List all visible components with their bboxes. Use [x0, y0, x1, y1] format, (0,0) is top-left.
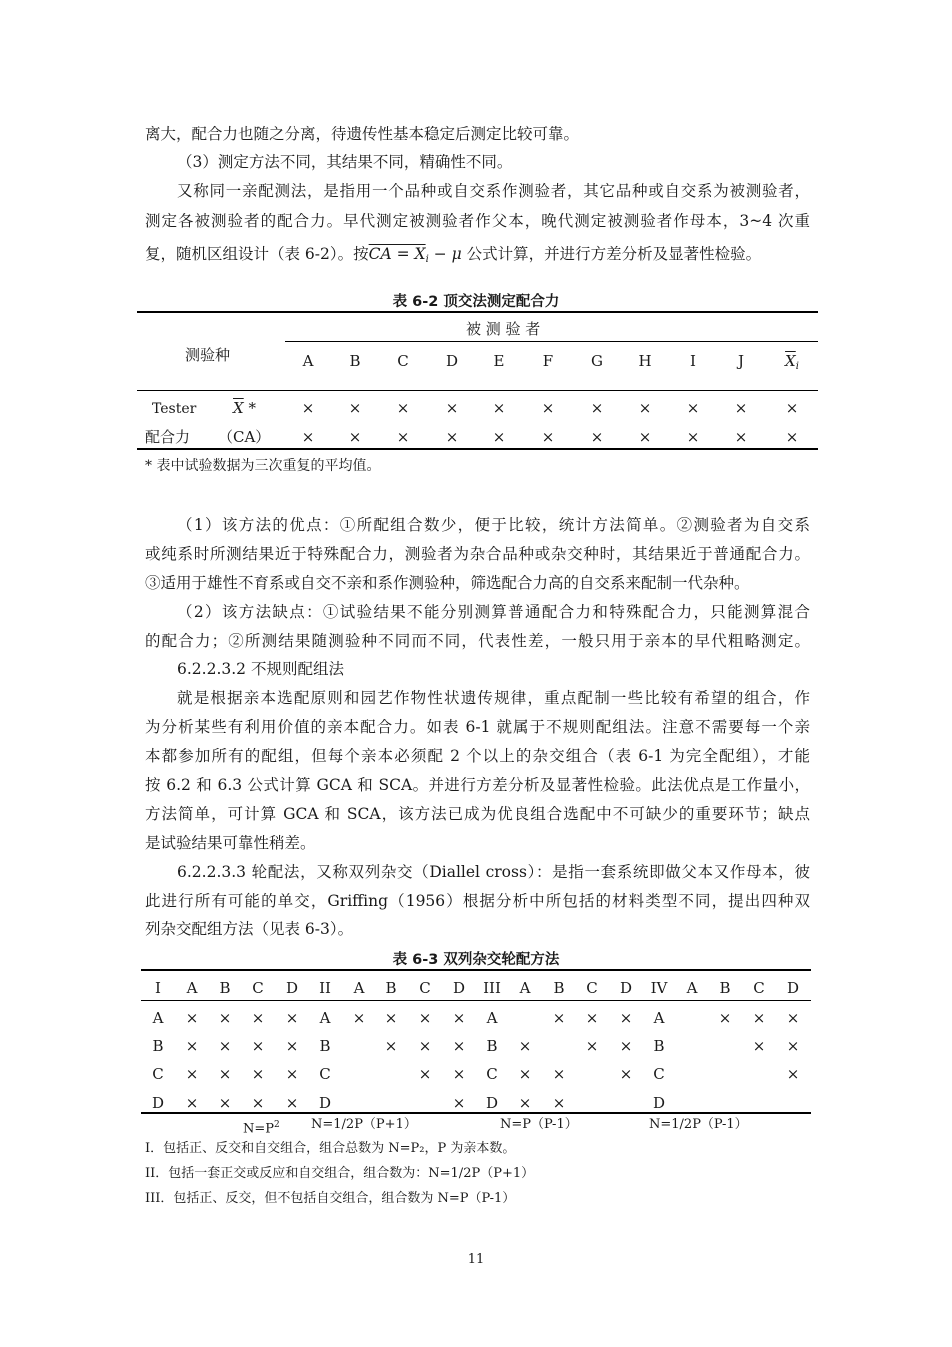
column-header: A — [519, 979, 531, 997]
text-segment: 复，随机区组设计（表 6-2）。按 — [145, 245, 369, 263]
table-cell: × — [785, 399, 799, 417]
table-cell: × — [418, 1065, 432, 1083]
column-header: B — [385, 979, 397, 997]
table-cell: × — [396, 399, 410, 417]
table-caption: 表 6-2 顶交法测定配合力 — [392, 294, 560, 310]
table-cell: × — [585, 1037, 599, 1055]
column-header: A — [186, 979, 198, 997]
column-header: C — [586, 979, 598, 997]
table-cell: × — [452, 1037, 466, 1055]
column-header: I — [155, 979, 161, 997]
table-cell: B — [319, 1037, 331, 1055]
text-line: 测定各被测验者的配合力。早代测定被测验者作父本，晚代测定被测验者作母本，3~4 次重 — [145, 212, 810, 230]
table-cell: × — [301, 428, 315, 446]
column-header: F — [542, 352, 554, 370]
formula-label — [243, 1115, 280, 1139]
table-cell: × — [251, 1065, 265, 1083]
formula-mu: − μ — [428, 245, 462, 263]
table-cell: × — [445, 399, 459, 417]
text-line: 是试验结果可靠性稍差。 — [145, 834, 316, 852]
table-cell: B — [653, 1037, 665, 1055]
column-header: A — [686, 979, 698, 997]
table-cell: × — [590, 428, 604, 446]
column-header: II — [319, 979, 331, 997]
formula-label: N=P（P-1） — [500, 1117, 578, 1132]
mean-column-header — [777, 351, 807, 377]
table-note: II．包括一套正交或反应和自交组合，组合数为：N=1/2P（P+1） — [145, 1166, 535, 1181]
table-cell: × — [452, 1065, 466, 1083]
table-cell: × — [352, 1009, 366, 1027]
text-line: 为分析某些有利用价值的亲本配合力。如表 6-1 就属于不规则配组法。注意不需要每一个亲 — [145, 718, 810, 736]
table-cell: × — [518, 1094, 532, 1112]
table-cell: × — [285, 1037, 299, 1055]
column-header: D — [619, 979, 633, 997]
table-cell: × — [285, 1094, 299, 1112]
table-cell: A — [152, 1009, 164, 1027]
table-cell: B — [152, 1037, 164, 1055]
table-cell: A — [653, 1009, 665, 1027]
column-header: B — [219, 979, 231, 997]
table-cell: D — [151, 1094, 165, 1112]
table-cell: × — [734, 428, 748, 446]
column-header: D — [285, 979, 299, 997]
table-cell: A — [486, 1009, 498, 1027]
column-header: A — [353, 979, 365, 997]
table-cell: × — [251, 1037, 265, 1055]
text-line: 方法简单，可计算 GCA 和 SCA，该方法已成为优良组合选配中不可缺少的重要环节；缺点 — [145, 805, 810, 823]
formula-main: CA = X — [368, 245, 426, 263]
table-cell: × — [752, 1009, 766, 1027]
table-cell: × — [218, 1065, 232, 1083]
table-cell: × — [786, 1037, 800, 1055]
table-cell: D — [318, 1094, 332, 1112]
column-header: J — [737, 352, 744, 370]
table-cell: × — [752, 1037, 766, 1055]
table-cell: A — [319, 1009, 331, 1027]
table-cell: × — [734, 399, 748, 417]
table-rule — [141, 969, 811, 971]
table-note: I．包括正、反交和自交组合，组合总数为 N=P₂，P 为亲本数。 — [145, 1141, 516, 1156]
formula — [369, 245, 462, 263]
text-line: 就是根据亲本选配原则和园艺作物性状遗传规律，重点配制一些比较有希望的组合，作 — [177, 689, 810, 707]
table-cell: × — [541, 428, 555, 446]
table-cell: × — [218, 1037, 232, 1055]
row-header: 测验种 — [185, 346, 231, 364]
table-rule — [141, 1000, 811, 1001]
text-line: （3）测定方法不同，其结果不同，精确性不同。 — [177, 153, 513, 171]
table-cell: × — [396, 428, 410, 446]
text-line: 本都参加所有的配组，但每个亲本必须配 2 个以上的杂交组合（表 6-1 为完全配组），才能 — [145, 747, 810, 765]
table-cell: × — [619, 1009, 633, 1027]
table-cell: × — [384, 1037, 398, 1055]
mean-symbol: $\overline{X}$ — [785, 352, 796, 370]
text-line: （2）该方法缺点：①试验结果不能分别测算普通配合力和特殊配合力，只能测算混合 — [177, 603, 810, 621]
text-line: 的配合力；②所测结果随测验种不同而不同，代表性差，一般只用于亲本的早代粗略测定。 — [145, 632, 810, 650]
table-cell: C — [319, 1065, 331, 1083]
column-header: E — [493, 352, 505, 370]
table-cell: × — [552, 1094, 566, 1112]
table-cell: × — [445, 428, 459, 446]
table-cell: × — [348, 428, 362, 446]
table-rule — [285, 341, 818, 342]
text-segment: 公式计算，并进行方差分析及显著性检验。 — [461, 245, 762, 263]
page-number: 11 — [467, 1252, 485, 1267]
table-cell: × — [590, 399, 604, 417]
table-cell: × — [518, 1065, 532, 1083]
table-cell: × — [718, 1009, 732, 1027]
table-cell: × — [638, 399, 652, 417]
table-cell: × — [452, 1094, 466, 1112]
formula-label: N=1/2P（P-1） — [649, 1117, 748, 1132]
text-line: 又称同一亲配测法，是指用一个品种或自交系作测验者，其它品种或自交系为被测验者， — [177, 182, 810, 200]
column-header: G — [591, 352, 603, 370]
table-rule — [137, 311, 818, 313]
table-cell: × — [285, 1065, 299, 1083]
column-header: C — [397, 352, 409, 370]
table-cell: C — [486, 1065, 498, 1083]
column-header: IV — [650, 979, 668, 997]
table-cell: × — [541, 399, 555, 417]
table-cell: × — [619, 1065, 633, 1083]
table-cell: × — [218, 1009, 232, 1027]
table-cell: × — [686, 399, 700, 417]
formula-text: N=P — [243, 1121, 275, 1137]
table-cell: × — [518, 1037, 532, 1055]
table-cell: × — [285, 1009, 299, 1027]
table-cell: × — [786, 1065, 800, 1083]
column-header: III — [483, 979, 501, 997]
table-cell: B — [486, 1037, 498, 1055]
table-footnote: * 表中试验数据为三次重复的平均值。 — [145, 458, 381, 474]
table-cell: × — [185, 1009, 199, 1027]
table-rule — [137, 448, 818, 450]
table-cell: × — [418, 1009, 432, 1027]
text-line: 6.2.2.3.3 轮配法，又称双列杂交（Diallel cross）：是指一套系统即做父本又作母本，彼 — [177, 863, 810, 881]
table-cell: × — [185, 1065, 199, 1083]
star: * — [243, 399, 256, 417]
formula-label: N=1/2P（P+1） — [311, 1117, 417, 1132]
row-label: Tester — [152, 401, 197, 417]
table-cell: × — [686, 428, 700, 446]
formula-sub: i — [425, 254, 429, 265]
text-line: 离大，配合力也随之分离，待遗传性基本稳定后测定比较可靠。 — [145, 125, 580, 143]
table-cell: × — [384, 1009, 398, 1027]
text-line: ③适用于雄性不育系或自交不亲和系作测验种，筛选配合力高的自交系来配制一代杂种。 — [145, 574, 750, 592]
column-header: C — [252, 979, 264, 997]
text-line: （1）该方法的优点：①所配组合数少，便于比较，统计方法简单。②测验者为自交系 — [177, 516, 810, 534]
table-note: III．包括正、反交，但不包括自交组合，组合数为 N=P（P-1） — [145, 1191, 516, 1206]
text-line: 或纯系时所测结果近于特殊配合力，测验者为杂合品种或杂交种时，其结果近于普通配合力。 — [145, 545, 810, 563]
table-cell: × — [585, 1009, 599, 1027]
column-header: D — [786, 979, 800, 997]
table-rule — [141, 1112, 811, 1114]
table-caption: 表 6-3 双列杂交轮配方法 — [392, 952, 560, 968]
formula-sup: 2 — [274, 1120, 280, 1130]
table-cell: × — [251, 1009, 265, 1027]
table-cell: × — [348, 399, 362, 417]
table-cell: × — [185, 1037, 199, 1055]
row-symbol: （CA） — [218, 428, 271, 446]
column-header: B — [719, 979, 731, 997]
table-cell: × — [552, 1009, 566, 1027]
column-header: B — [553, 979, 565, 997]
section-heading: 6.2.2.3.2 不规则配组法 — [177, 660, 344, 678]
group-header: 被 测 验 者 — [466, 320, 541, 338]
table-cell: × — [251, 1094, 265, 1112]
formula-line — [145, 243, 810, 271]
table-cell: × — [418, 1037, 432, 1055]
table-cell: × — [452, 1009, 466, 1027]
column-header: I — [690, 352, 696, 370]
row-label: 配合力 — [145, 428, 191, 446]
row-symbol — [233, 398, 256, 418]
table-cell: × — [619, 1037, 633, 1055]
text-line: 此进行所有可能的单交，Griffing（1956）根据分析中所包括的材料类型不同，提出四种双 — [145, 892, 810, 910]
mean-symbol: $\overline{X}$ — [233, 399, 244, 417]
column-header: C — [419, 979, 431, 997]
text-line: 按 6.2 和 6.3 公式计算 GCA 和 SCA。并进行方差分析及显著性检验。此法优点是工作量小， — [145, 776, 810, 794]
table-cell: × — [785, 428, 799, 446]
table-cell: D — [485, 1094, 499, 1112]
table-cell: D — [652, 1094, 666, 1112]
column-header: A — [302, 352, 314, 370]
table-cell: × — [786, 1009, 800, 1027]
table-cell: × — [301, 399, 315, 417]
table-cell: C — [653, 1065, 665, 1083]
table-cell: × — [492, 399, 506, 417]
column-header: H — [638, 352, 652, 370]
table-cell: × — [218, 1094, 232, 1112]
table-rule — [137, 390, 818, 391]
table-cell: C — [152, 1065, 164, 1083]
table-cell: × — [638, 428, 652, 446]
table-cell: × — [492, 428, 506, 446]
table-cell: × — [552, 1065, 566, 1083]
text-line: 列杂交配组方法（见表 6-3）。 — [145, 920, 354, 938]
column-header: D — [452, 979, 466, 997]
column-header: D — [445, 352, 459, 370]
mean-sub: i — [795, 361, 799, 372]
table-cell: × — [185, 1094, 199, 1112]
column-header: B — [349, 352, 361, 370]
column-header: C — [753, 979, 765, 997]
